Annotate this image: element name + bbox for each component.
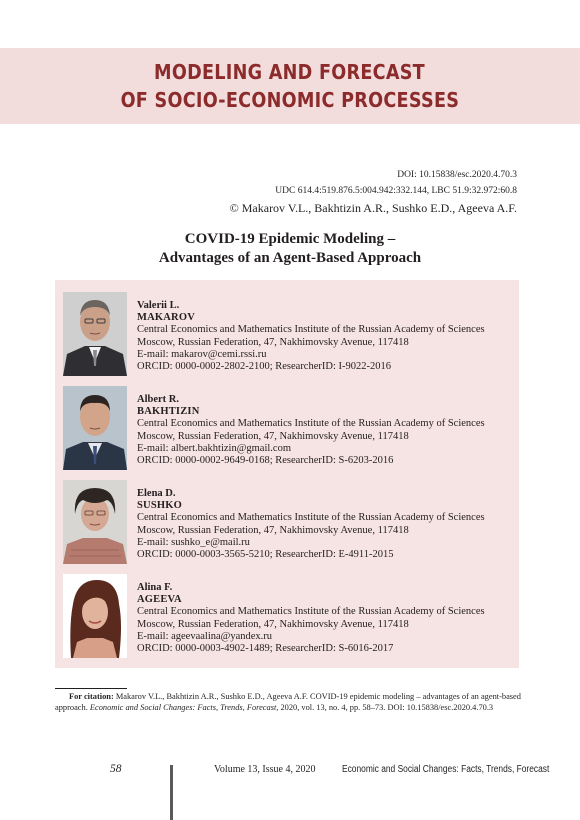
citation-journal: Economic and Social Changes: Facts, Trends, Forecast (89, 703, 277, 713)
author-address: Moscow, Russian Federation, 47, Nakhimovsky Avenue, 117418 (137, 524, 409, 536)
author-ids: ORCID: 0000-0002-9649-0168; ResearcherID: S-6203-2016 (137, 455, 394, 467)
author-first-name: Valerii L. (137, 300, 180, 311)
author-address: Moscow, Russian Federation, 47, Nakhimovsky Avenue, 117418 (137, 430, 409, 442)
author-portrait-sushko (63, 480, 127, 564)
author-first-name: Elena D. (137, 488, 176, 499)
author-photo (63, 386, 127, 470)
author-ids: ORCID: 0000-0002-2802-2100; ResearcherID: I-9022-2016 (137, 361, 391, 373)
author-portrait-ageeva (63, 574, 127, 658)
article-title-line2: Advantages of an Agent-Based Approach (158, 250, 422, 266)
copyright: © Makarov V.L., Bakhtizin A.R., Sushko E.D., Ageeva A.F. (229, 201, 517, 215)
author-email: E-mail: ageevaalina@yandex.ru (137, 630, 273, 642)
author-email: E-mail: makarov@cemi.rssi.ru (137, 348, 267, 360)
section-title-line1: MODELING AND FORECAST (154, 60, 426, 84)
author-photo (63, 480, 127, 564)
citation-label: For citation: (69, 692, 114, 701)
author-affiliation: Central Economics and Mathematics Institute of the Russian Academy of Sciences (137, 324, 485, 336)
footer-journal: Economic and Social Changes: Facts, Trends, Forecast (342, 764, 550, 775)
article-title (0, 230, 580, 268)
author-card (55, 474, 519, 564)
author-address: Moscow, Russian Federation, 47, Nakhimovsky Avenue, 117418 (137, 336, 409, 348)
footer-divider (170, 765, 173, 820)
author-card (55, 286, 519, 376)
author-affiliation: Central Economics and Mathematics Institute of the Russian Academy of Sciences (137, 418, 485, 430)
authors-block (55, 280, 519, 668)
author-info (137, 394, 517, 467)
section-banner (0, 48, 580, 124)
author-surname: AGEEVA (137, 594, 182, 606)
footer-issue: Volume 13, Issue 4, 2020 (214, 764, 316, 775)
author-portrait-makarov (63, 292, 127, 376)
author-photo (63, 292, 127, 376)
citation-text: Makarov V.L., Bakhtizin A.R., Sushko E.D., Ageeva A.F. COVID-19 epidemic modeling – advantages of an agent-based approach. (55, 692, 521, 713)
author-affiliation: Central Economics and Mathematics Institute of the Russian Academy of Sciences (137, 512, 485, 524)
author-surname: MAKAROV (137, 312, 195, 324)
author-address: Moscow, Russian Federation, 47, Nakhimovsky Avenue, 117418 (137, 618, 409, 630)
author-card (55, 380, 519, 470)
citation-footnote (55, 691, 521, 714)
citation-details: , 2020, vol. 13, no. 4, pp. 58–73. DOI: 10.15838/esc.2020.4.70.3 (276, 703, 494, 713)
author-card (55, 568, 519, 658)
author-ids: ORCID: 0000-0003-3565-5210; ResearcherID: E-4911-2015 (137, 549, 394, 561)
author-portrait-bakhtizin (63, 386, 127, 470)
author-info (137, 488, 517, 561)
section-title-line2: OF SOCIO-ECONOMIC PROCESSES (120, 88, 460, 112)
author-surname: SUSHKO (137, 500, 182, 512)
udc-lbc: UDC 614.4:519.876.5:004.942:332.144, LBC 51.9:32.972:60.8 (275, 186, 517, 196)
footnote-divider (55, 688, 127, 689)
page-number: 58 (110, 763, 122, 775)
author-info (137, 300, 517, 373)
author-ids: ORCID: 0000-0003-4902-1489; ResearcherID: S-6016-2017 (137, 643, 394, 655)
author-first-name: Alina F. (137, 582, 173, 593)
author-first-name: Albert R. (137, 394, 179, 405)
author-surname: BAKHTIZIN (137, 406, 200, 418)
author-affiliation: Central Economics and Mathematics Institute of the Russian Academy of Sciences (137, 606, 485, 618)
author-info (137, 582, 517, 655)
doi: DOI: 10.15838/esc.2020.4.70.3 (397, 170, 517, 180)
article-title-line1: COVID-19 Epidemic Modeling – (184, 231, 396, 247)
author-email: E-mail: albert.bakhtizin@gmail.com (137, 442, 291, 454)
author-email: E-mail: sushko_e@mail.ru (137, 536, 250, 548)
author-photo (63, 574, 127, 658)
